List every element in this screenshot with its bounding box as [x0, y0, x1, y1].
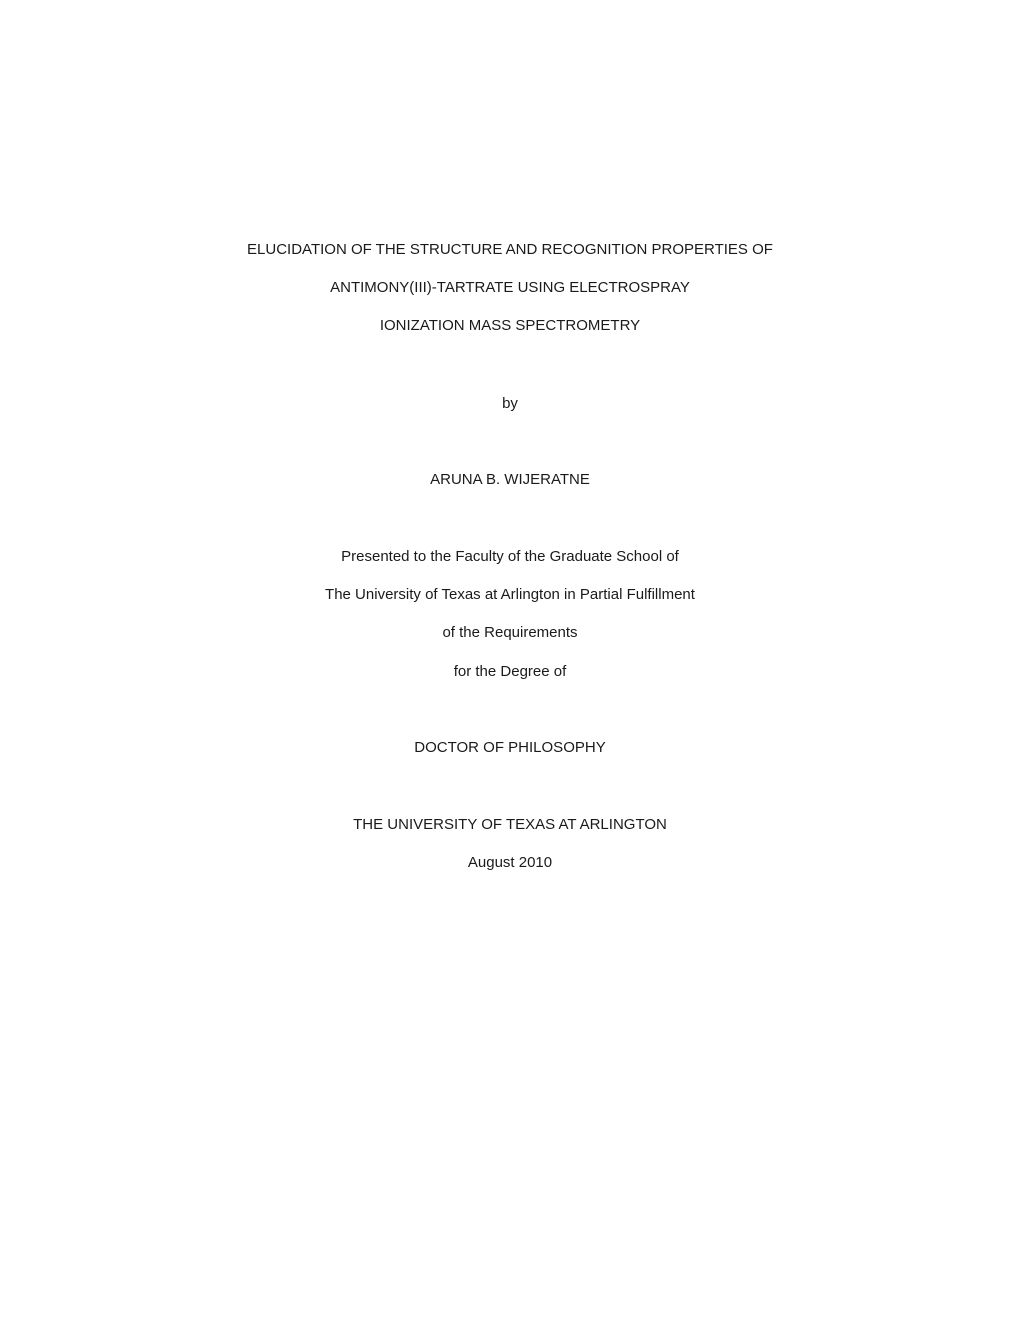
degree-name: DOCTOR OF PHILOSOPHY	[414, 739, 606, 756]
title-line-1: ELUCIDATION OF THE STRUCTURE AND RECOGNITION PROPERTIES OF	[247, 241, 773, 258]
author-name: ARUNA B. WIJERATNE	[430, 471, 590, 488]
submission-date: August 2010	[467, 854, 553, 871]
title-line-2: ANTIMONY(III)-TARTRATE USING ELECTROSPRAY	[330, 279, 690, 296]
presentation-line-3: of the Requirements	[442, 624, 578, 641]
presentation-line-2: The University of Texas at Arlington in Partial Fulfillment	[325, 586, 695, 603]
by-label: by	[502, 395, 518, 412]
title-line-3: IONIZATION MASS SPECTROMETRY	[379, 317, 641, 334]
university-name: THE UNIVERSITY OF TEXAS AT ARLINGTON	[353, 816, 667, 833]
presentation-line-4: for the Degree of	[453, 663, 567, 680]
presentation-line-1: Presented to the Faculty of the Graduate School of	[341, 548, 679, 565]
